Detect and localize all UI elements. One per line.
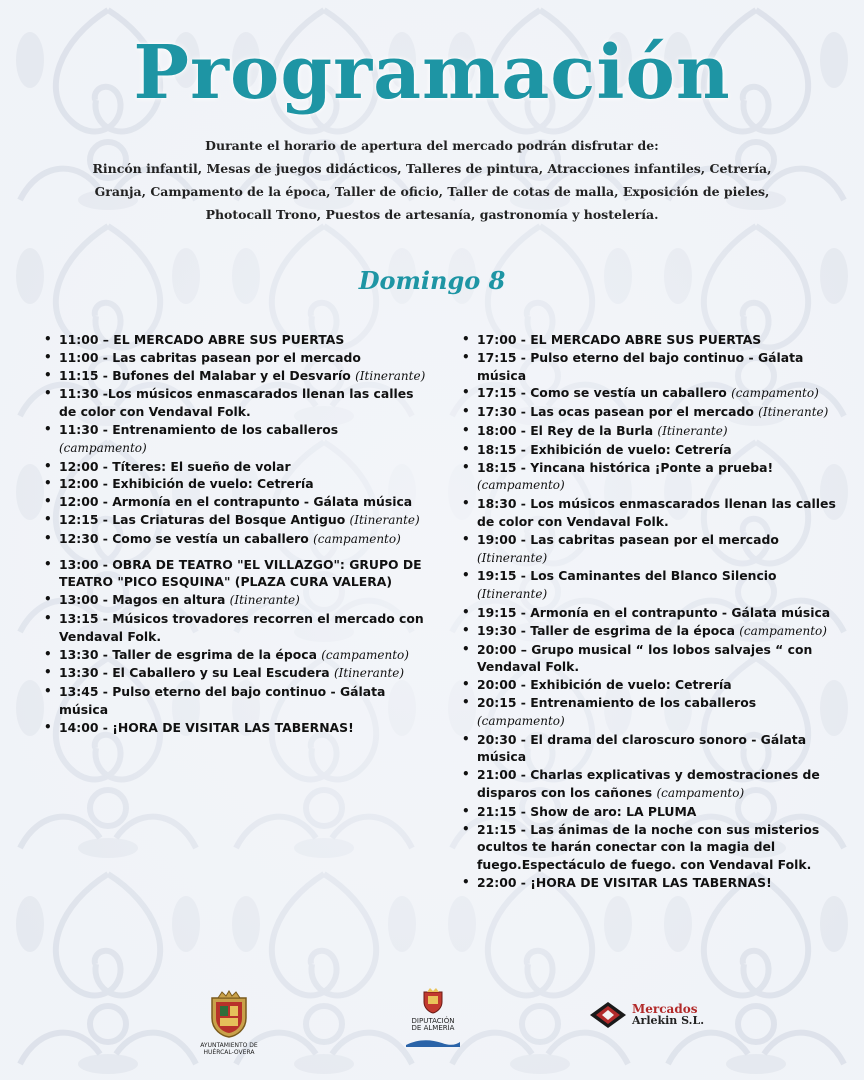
bullet-icon: • xyxy=(462,803,470,818)
schedule-item xyxy=(462,495,848,531)
schedule-item-note: (Itinerante) xyxy=(657,423,728,438)
intro-line: Rincón infantil, Mesas de juegos didácticos, Talleres de pintura, Atracciones infantiles, Cetrería, xyxy=(92,161,772,176)
schedule-item-text: 13:00 - Magos en altura xyxy=(59,592,230,608)
schedule-item xyxy=(44,349,430,367)
bullet-icon: • xyxy=(462,641,470,656)
bullet-icon: • xyxy=(44,556,52,571)
schedule-item-note: (Itinerante) xyxy=(355,368,426,383)
schedule-item-text: 12:30 - Como se vestía un caballero xyxy=(59,530,314,546)
schedule-item-note: (campamento) xyxy=(731,386,819,401)
schedule-item xyxy=(462,694,848,731)
schedule-right-column xyxy=(462,331,848,892)
coat-of-arms-icon xyxy=(206,990,252,1038)
schedule-item xyxy=(462,459,848,496)
harlequin-diamond-icon xyxy=(588,1000,628,1030)
schedule-item xyxy=(462,441,848,459)
schedule-item xyxy=(462,803,848,821)
bullet-icon: • xyxy=(462,677,470,692)
bullet-icon: • xyxy=(44,592,52,607)
bullet-icon: • xyxy=(44,530,52,545)
bullet-icon: • xyxy=(44,494,52,509)
schedule-item-text: 20:00 - Exhibición de vuelo: Cetrería xyxy=(477,677,732,693)
schedule-item-note: (campamento) xyxy=(477,713,565,728)
bullet-icon: • xyxy=(462,531,470,546)
bullet-icon: • xyxy=(462,459,470,474)
bullet-icon: • xyxy=(44,332,52,346)
bullet-icon: • xyxy=(44,349,52,364)
ayuntamiento-line-2: HUÉRCAL-OVERA xyxy=(203,1049,255,1056)
schedule-item-text: 13:15 - Músicos trovadores recorren el mercado con Vendaval Folk. xyxy=(59,610,424,644)
schedule-item-note: (Itinerante) xyxy=(477,550,548,565)
schedule-item-text: 11:30 -Los músicos enmascarados llenan las calles de color con Vendaval Folk. xyxy=(59,386,414,420)
schedule-item xyxy=(462,622,848,641)
schedule-item-text: 11:00 – EL MERCADO ABRE SUS PUERTAS xyxy=(59,332,345,347)
schedule-item-text: 13:45 - Pulso eterno del bajo continuo - Gálata música xyxy=(59,684,386,717)
schedule-item-text: 11:00 - Las cabritas pasean por el mercado xyxy=(59,349,361,365)
bullet-icon: • xyxy=(462,385,470,400)
schedule-item-text: 17:15 - Pulso eterno del bajo continuo - Gálata música xyxy=(477,349,804,383)
schedule-item-note: (campamento) xyxy=(321,647,409,662)
schedule-item-text: 11:30 - Entrenamiento de los caballeros xyxy=(59,421,339,437)
bullet-icon: • xyxy=(44,610,52,625)
intro-line: Granja, Campamento de la época, Taller de oficio, Taller de cotas de malla, Exposición de pieles, xyxy=(94,184,770,199)
schedule-item-text: 18:00 - El Rey de la Burla xyxy=(477,422,658,438)
schedule-item xyxy=(462,531,848,568)
diputacion-line-2: DE ALMERÍA xyxy=(411,1024,455,1032)
schedule-item-text: 14:00 - ¡HORA DE VISITAR LAS TABERNAS! xyxy=(59,719,354,735)
schedule-item xyxy=(462,331,848,349)
schedule-item xyxy=(462,676,848,694)
schedule-item xyxy=(462,403,848,422)
schedule-item-text: 17:00 - EL MERCADO ABRE SUS PUERTAS xyxy=(477,332,762,347)
schedule-item xyxy=(44,719,430,737)
schedule-item-note: (campamento) xyxy=(656,785,745,800)
schedule-item-text: 19:15 - Armonía en el contrapunto - Gálata música xyxy=(477,604,831,620)
ayuntamiento-line-1: AYUNTAMIENTO DE xyxy=(200,1042,258,1049)
schedule-item-text: 19:15 - Los Caminantes del Blanco Silencio xyxy=(477,568,777,584)
schedule-item xyxy=(462,766,848,803)
schedule-item xyxy=(44,385,430,421)
schedule-item-text: 18:15 - Exhibición de vuelo: Cetrería xyxy=(477,441,732,457)
schedule-item xyxy=(462,874,848,892)
day-heading: Domingo 8 xyxy=(358,266,506,295)
arlekin-sub: Arlekin S.L. xyxy=(632,1014,705,1027)
schedule-item-note: (Itinerante) xyxy=(477,587,548,602)
schedule-item xyxy=(44,610,430,646)
schedule-item xyxy=(44,646,430,665)
schedule-item-note: (Itinerante) xyxy=(349,512,420,527)
bullet-icon: • xyxy=(462,496,470,511)
schedule-item-note: (campamento) xyxy=(313,531,401,546)
schedule-item-text: 20:15 - Entrenamiento de los caballeros xyxy=(477,694,757,710)
bullet-icon: • xyxy=(462,568,470,583)
schedule-item-text: 22:00 - ¡HORA DE VISITAR LAS TABERNAS! xyxy=(477,874,772,890)
schedule-item-text: 17:15 - Como se vestía un caballero xyxy=(477,385,732,401)
ayuntamiento-logo xyxy=(198,990,260,1056)
schedule-item xyxy=(44,591,430,610)
bullet-icon: • xyxy=(462,767,470,782)
schedule-item-text: 11:15 - Bufones del Malabar y el Desvarío xyxy=(59,367,356,383)
schedule-item-text: 12:00 - Armonía en el contrapunto - Gálata música xyxy=(59,494,413,510)
schedule-item-text: 13:30 - El Caballero y su Leal Escudera xyxy=(59,665,334,681)
schedule-item-text: 19:30 - Taller de esgrima de la época xyxy=(477,622,740,638)
arlekin-logo xyxy=(588,1000,728,1030)
bullet-icon: • xyxy=(462,404,470,419)
bullet-icon: • xyxy=(462,441,470,456)
arlekin-name: Mercados xyxy=(632,1002,698,1016)
schedule-item xyxy=(44,664,430,683)
bullet-icon: • xyxy=(462,604,470,619)
schedule-item xyxy=(44,475,430,493)
schedule-item-note: (Itinerante) xyxy=(758,405,829,420)
schedule-item-text: 20:00 – Grupo musical “ los lobos salvajes “ con Vendaval Folk. xyxy=(477,641,813,675)
schedule-item-text: 20:30 - El drama del claroscuro sonoro - Gálata música xyxy=(477,731,807,765)
schedule-item-text: 21:15 - Show de aro: LA PLUMA xyxy=(477,803,697,819)
schedule-item xyxy=(462,384,848,403)
schedule-item-note: (campamento) xyxy=(477,478,565,493)
bullet-icon: • xyxy=(44,719,52,734)
schedule-item-text: 13:00 - OBRA DE TEATRO "EL VILLAZGO": GRUPO DE TEATRO "PICO ESQUINA" (PLAZA CURA VALERA) xyxy=(59,556,422,590)
bullet-icon: • xyxy=(44,476,52,491)
bullet-icon: • xyxy=(44,646,52,661)
schedule-item-text: 18:30 - Los músicos enmascarados llenan las calles de color con Vendaval Folk. xyxy=(477,496,836,529)
page-title: Programación xyxy=(133,30,731,116)
bullet-icon: • xyxy=(462,731,470,746)
wave-icon xyxy=(406,1039,460,1047)
bullet-icon: • xyxy=(462,694,470,709)
schedule-item xyxy=(462,641,848,677)
bullet-icon: • xyxy=(462,874,470,889)
schedule-item xyxy=(44,421,430,458)
bullet-icon: • xyxy=(462,622,470,637)
bullet-icon: • xyxy=(44,458,52,473)
schedule-item-note: (Itinerante) xyxy=(333,666,405,681)
schedule-item-text: 17:30 - Las ocas pasean por el mercado xyxy=(477,404,759,420)
schedule-item xyxy=(44,511,430,530)
schedule-item-text: 12:00 - Títeres: El sueño de volar xyxy=(59,458,291,474)
schedule-item xyxy=(44,493,430,511)
bullet-icon: • xyxy=(462,332,470,346)
schedule-item xyxy=(462,567,848,604)
bullet-icon: • xyxy=(462,422,470,437)
bullet-icon: • xyxy=(44,367,52,382)
bullet-icon: • xyxy=(44,386,52,401)
schedule-item-text: 18:15 - Yincana histórica ¡Ponte a prueba! xyxy=(477,459,774,475)
schedule-item xyxy=(462,821,848,874)
schedule-item-note: (Itinerante) xyxy=(229,593,300,608)
schedule-item xyxy=(44,556,430,592)
schedule-item-text: 12:15 - Las Criaturas del Bosque Antiguo xyxy=(59,511,350,527)
schedule-item xyxy=(44,530,430,549)
bullet-icon: • xyxy=(462,821,470,836)
schedule-item-text: 21:00 - Charlas explicativas y demostraciones de disparos con los cañones xyxy=(477,767,820,800)
diputacion-shield-icon xyxy=(422,988,444,1014)
schedule-item-text: 13:30 - Taller de esgrima de la época xyxy=(59,646,322,662)
bullet-icon: • xyxy=(44,421,52,436)
schedule-item xyxy=(44,367,430,386)
intro-text xyxy=(30,134,834,226)
schedule-item xyxy=(462,422,848,441)
bullet-icon: • xyxy=(44,511,52,526)
schedule-item xyxy=(44,683,430,719)
schedule-item-text: 19:00 - Las cabritas pasean por el mercado xyxy=(477,531,779,547)
bullet-icon: • xyxy=(44,684,52,699)
bullet-icon: • xyxy=(44,665,52,680)
schedule-item xyxy=(44,458,430,476)
schedule-item xyxy=(462,731,848,767)
intro-line: Durante el horario de apertura del mercado podrán disfrutar de: xyxy=(205,138,659,153)
schedule-item xyxy=(462,604,848,622)
intro-line: Photocall Trono, Puestos de artesanía, gastronomía y hostelería. xyxy=(205,207,659,222)
schedule-left-column xyxy=(44,331,430,737)
schedule-item xyxy=(462,349,848,385)
bullet-icon: • xyxy=(462,349,470,364)
schedule-item-text: 12:00 - Exhibición de vuelo: Cetrería xyxy=(59,476,314,492)
diputacion-logo xyxy=(400,988,466,1051)
diputacion-line-1: DIPUTACIÓN xyxy=(411,1017,455,1025)
schedule-item xyxy=(44,331,430,349)
schedule-item-note: (campamento) xyxy=(59,440,147,455)
schedule-item-text: 21:15 - Las ánimas de la noche con sus misterios ocultos te harán conectar con la magia del fuego.Espectáculo de fuego. con Vendaval Folk. xyxy=(477,821,820,873)
schedule-item-note: (campamento) xyxy=(739,623,827,638)
